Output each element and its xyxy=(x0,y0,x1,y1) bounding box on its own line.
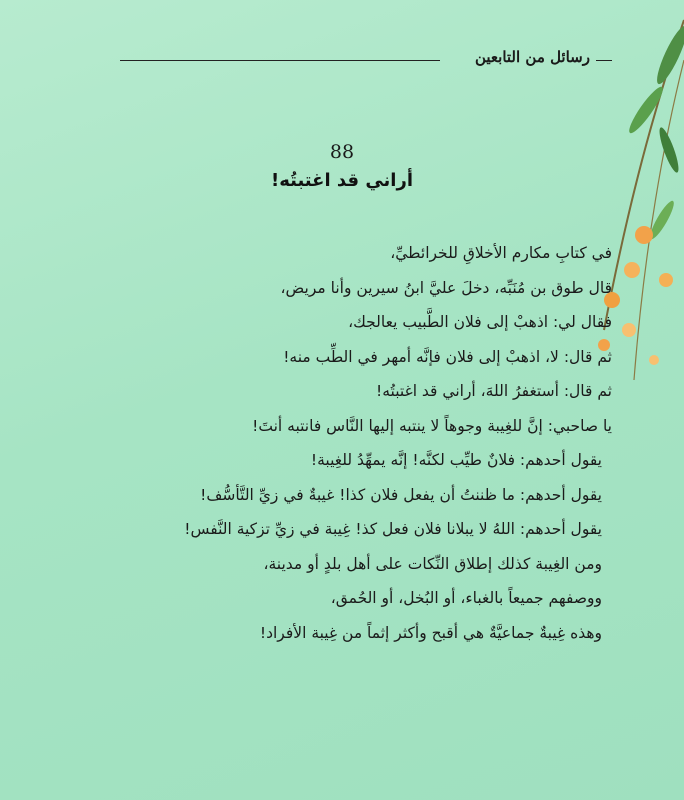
text-line: قال طوق بن مُنَبِّه، دخلَ عليَّ ابنُ سيرين وأنا مريض، xyxy=(280,278,612,297)
text-line: ثم قال: لا، اذهبْ إلى فلان فإنَّه أمهر في الطِّب منه! xyxy=(283,347,612,366)
header-rule-short xyxy=(596,60,612,61)
running-header xyxy=(120,48,590,72)
text-line: في كتابِ مكارم الأخلاقِ للخرائطيِّ، xyxy=(390,244,612,262)
page-number: 88 xyxy=(329,141,355,163)
text-line: فقال لي: اذهبْ إلى فلان الطَّبيب يعالجك، xyxy=(348,313,612,331)
text-line: يقول أحدهم: اللهُ لا يبلانا فلان فعل كذ! غِيبة في زيِّ تزكية النَّفس! xyxy=(184,520,602,538)
text-line: يقول أحدهم: ما ظننتُ أن يفعل فلان كذا! غيبةٌ في زيِّ التَّأسُّف! xyxy=(200,485,602,504)
article-title: أراني قد اغتبتُه! xyxy=(270,170,414,191)
header-rule xyxy=(120,60,440,61)
text-line: وهذه غِيبةٌ جماعيَّةٌ هي أقبح وأكثر إثماً من غِيبة الأفراد! xyxy=(259,623,602,642)
text-line: يقول أحدهم: فلانٌ طيِّب لكنَّه! إنَّه يمهِّدُ للغِيبة! xyxy=(310,451,602,469)
text-line: ووصفهم جميعاً بالغباء، أو البُخل، أو الحُمق، xyxy=(330,589,602,607)
text-line: يا صاحبي: إنَّ للغِيبة وجوهاً لا ينتبه إليها النَّاس فانتبه أنتَ! xyxy=(252,416,612,435)
article-body xyxy=(72,236,612,650)
text-line: ومن الغِيبة كذلك إطلاق النِّكات على أهل بلدٍ أو مدينة، xyxy=(263,554,602,573)
book-title: رسائل من التابعين xyxy=(474,48,590,66)
text-line: ثم قال: أستغفرُ اللهَ، أراني قد اغتبتُه! xyxy=(376,382,612,400)
